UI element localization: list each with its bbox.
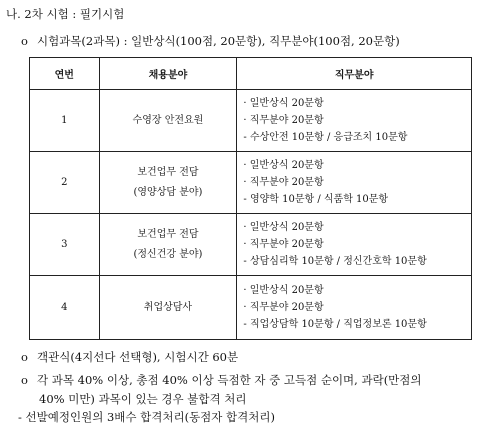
field-line: 취업상담사 bbox=[143, 301, 193, 313]
item-line: · 일반상식 20문항 bbox=[243, 98, 324, 109]
row-no: 1 bbox=[30, 90, 100, 152]
note-text: 각 과목 40% 이상, 총점 40% 이상 득점한 자 중 고득점 순이며, 과락(만점의 bbox=[37, 373, 422, 387]
item-line: · 직무분야 20문항 bbox=[243, 115, 324, 126]
item-line: - 영양학 10문항 / 식품학 10문항 bbox=[243, 194, 389, 205]
subjects-text: 시험과목(2과목) : 일반상식(100점, 20문항), 직무분야(100점, 20문항) bbox=[37, 34, 400, 48]
note-pass-criteria-cont: 40% 미만) 과목이 있는 경우 불합격 처리 bbox=[39, 392, 247, 406]
row-items bbox=[237, 214, 472, 276]
item-line: · 일반상식 20문항 bbox=[243, 285, 324, 296]
item-line: · 일반상식 20문항 bbox=[243, 222, 324, 233]
row-no: 3 bbox=[30, 214, 100, 276]
item-line: · 직무분야 20문항 bbox=[243, 239, 324, 250]
item-line: · 직무분야 20문항 bbox=[243, 302, 324, 313]
field-line: 보건업무 전담 bbox=[137, 228, 199, 240]
table-header-row bbox=[30, 58, 472, 90]
row-no: 4 bbox=[30, 276, 100, 340]
table-row bbox=[30, 90, 472, 152]
row-no: 2 bbox=[30, 152, 100, 214]
row-field bbox=[99, 90, 237, 152]
field-line: 수영장 안전요원 bbox=[132, 114, 204, 126]
note-text: 객관식(4지선다 선택형), 시험시간 60분 bbox=[37, 350, 239, 364]
header-duty: 직무분야 bbox=[237, 58, 472, 90]
row-items bbox=[237, 90, 472, 152]
item-line: · 일반상식 20문항 bbox=[243, 160, 324, 171]
row-items bbox=[237, 276, 472, 340]
item-line: · 직무분야 20문항 bbox=[243, 177, 324, 188]
table-row bbox=[30, 152, 472, 214]
bullet-circle-icon: o bbox=[21, 373, 28, 387]
subjects-line bbox=[21, 33, 400, 49]
note-selection: - 선발예정인원의 3배수 합격처리(동점자 합격처리) bbox=[18, 410, 275, 424]
section-title: 나. 2차 시험 : 필기시험 bbox=[6, 7, 125, 21]
note-pass-criteria bbox=[21, 372, 422, 388]
row-field bbox=[99, 214, 237, 276]
item-line: - 상담심리학 10문항 / 정신간호학 10문항 bbox=[243, 256, 427, 267]
item-line: - 수상안전 10문항 / 응급조치 10문항 bbox=[243, 132, 408, 143]
table-row bbox=[30, 214, 472, 276]
row-field bbox=[99, 152, 237, 214]
field-line: (영양상담 분야) bbox=[133, 186, 203, 198]
field-line: 보건업무 전담 bbox=[137, 166, 199, 178]
exam-subjects-table bbox=[29, 57, 472, 340]
header-no: 연번 bbox=[30, 58, 100, 90]
field-line: (정신건강 분야) bbox=[133, 248, 203, 260]
note-exam-format bbox=[21, 349, 238, 365]
bullet-circle-icon: o bbox=[21, 34, 28, 48]
row-items bbox=[237, 152, 472, 214]
item-line: - 직업상담학 10문항 / 직업정보론 10문항 bbox=[243, 319, 427, 330]
header-field: 채용분야 bbox=[99, 58, 237, 90]
table-row bbox=[30, 276, 472, 340]
bullet-circle-icon: o bbox=[21, 350, 28, 364]
row-field bbox=[99, 276, 237, 340]
